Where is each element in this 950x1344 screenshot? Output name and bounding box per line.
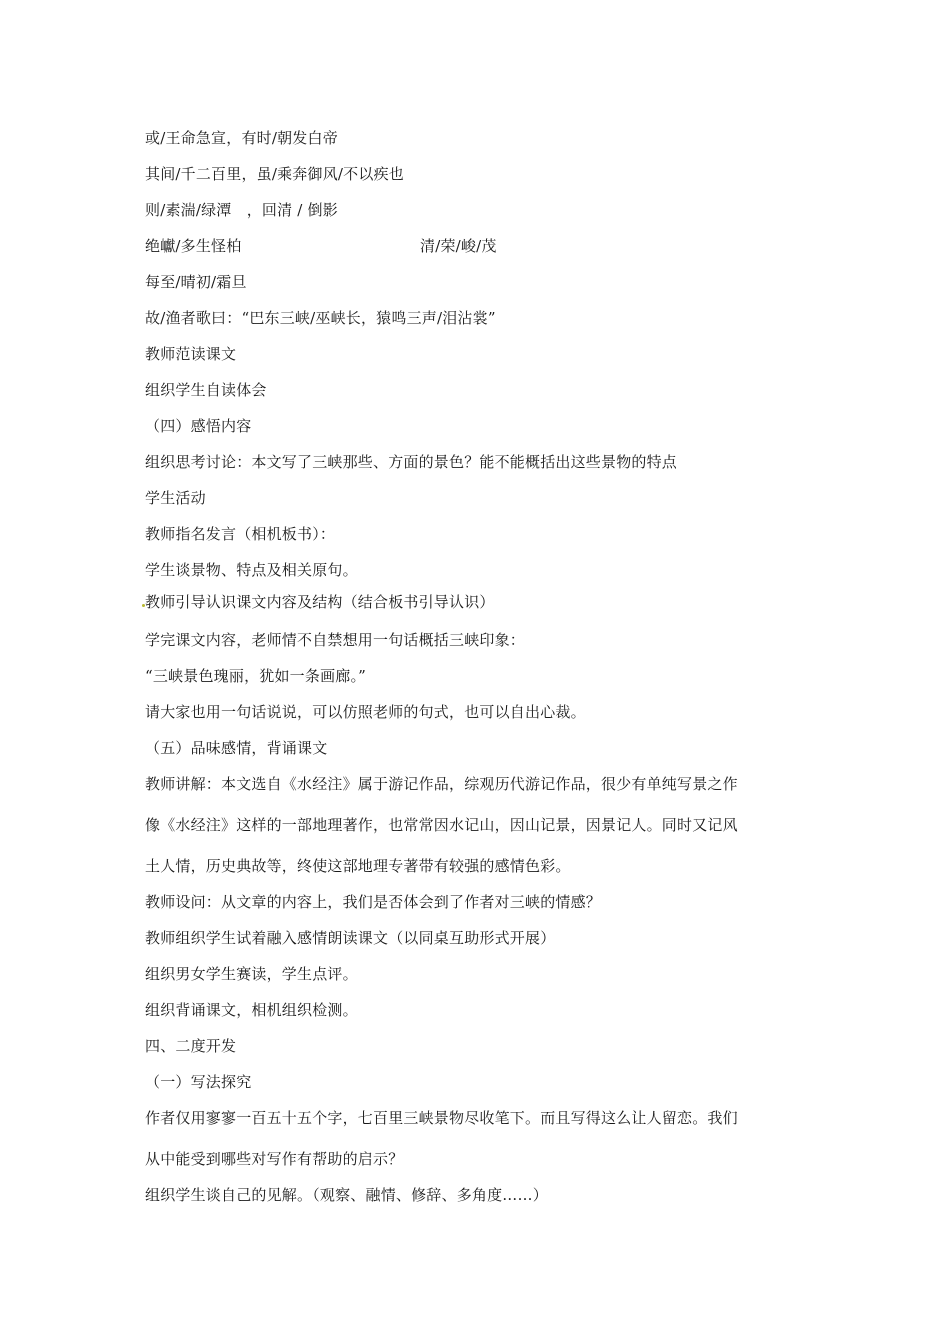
- text-line: 教师组织学生试着融入感情朗读课文（以同桌互助形式开展）: [145, 929, 556, 947]
- text-line: 作者仅用寥寥一百五十五个字，七百里三峡景物尽收笔下。而且写得这么让人留恋。我们: [145, 1109, 738, 1127]
- text-line: 学生活动: [145, 489, 206, 507]
- text-line: 像《水经注》这样的一部地理著作，也常常因水记山，因山记景，因景记人。同时又记风: [145, 816, 738, 834]
- text-line: 组织学生谈自己的见解。（观察、融情、修辞、多角度……）: [145, 1186, 548, 1204]
- document-page: [145, 0, 825, 1344]
- text-line: 组织思考讨论：本文写了三峡那些、方面的景色？能不能概括出这些景物的特点: [145, 453, 678, 471]
- text-line: 从中能受到哪些对写作有帮助的启示？: [145, 1150, 404, 1168]
- text-segment: 教师引导认识课文内容及结构（结合板书引导认识）: [145, 593, 495, 611]
- section-heading: （一）写法探究: [145, 1073, 252, 1091]
- text-line: 或/王命急宣，有时/朝发白帝: [145, 129, 338, 147]
- text-line: 教师范读课文: [145, 345, 237, 363]
- text-line: 土人情，历史典故等，终使这部地理专著带有较强的感情色彩。: [145, 857, 571, 875]
- text-line: 故/渔者歌曰：“巴东三峡/巫峡长，猿鸣三声/泪沾裳”: [145, 309, 496, 327]
- text-line: [145, 592, 495, 612]
- text-segment: 绝巘/多生怪柏: [145, 237, 242, 255]
- text-line: 教师指名发言（相机板书）：: [145, 525, 336, 543]
- text-line: 组织学生自读体会: [145, 381, 267, 399]
- text-segment-right: 清/荣/峻/茂: [420, 237, 497, 255]
- text-line: 组织男女学生赛读，学生点评。: [145, 965, 358, 983]
- text-line: 其间/千二百里，虽/乘奔御风/不以疾也: [145, 165, 404, 183]
- section-heading: （四）感悟内容: [145, 417, 252, 435]
- section-heading: （五）品味感情，背诵课文: [145, 739, 328, 757]
- text-line: 组织背诵课文，相机组织检测。: [145, 1001, 358, 1019]
- text-line: 学生谈景物、特点及相关原句。: [145, 561, 358, 579]
- text-line: 学完课文内容，老师情不自禁想用一句话概括三峡印象：: [145, 631, 526, 649]
- text-line: “三峡景色瑰丽，犹如一条画廊。”: [145, 667, 367, 685]
- text-line: 教师设问：从文章的内容上，我们是否体会到了作者对三峡的情感？: [145, 893, 602, 911]
- text-line-two-column: [145, 236, 825, 256]
- section-heading: 四、二度开发: [145, 1037, 237, 1055]
- margin-dot: [142, 604, 145, 607]
- text-line: 每至/晴初/霜旦: [145, 273, 247, 291]
- text-line: 教师讲解：本文选自《水经注》属于游记作品，综观历代游记作品，很少有单纯写景之作: [145, 775, 738, 793]
- text-line: 则/素湍/绿潭 ，回清 / 倒影: [145, 201, 338, 219]
- text-line: 请大家也用一句话说说，可以仿照老师的句式，也可以自出心裁。: [145, 703, 586, 721]
